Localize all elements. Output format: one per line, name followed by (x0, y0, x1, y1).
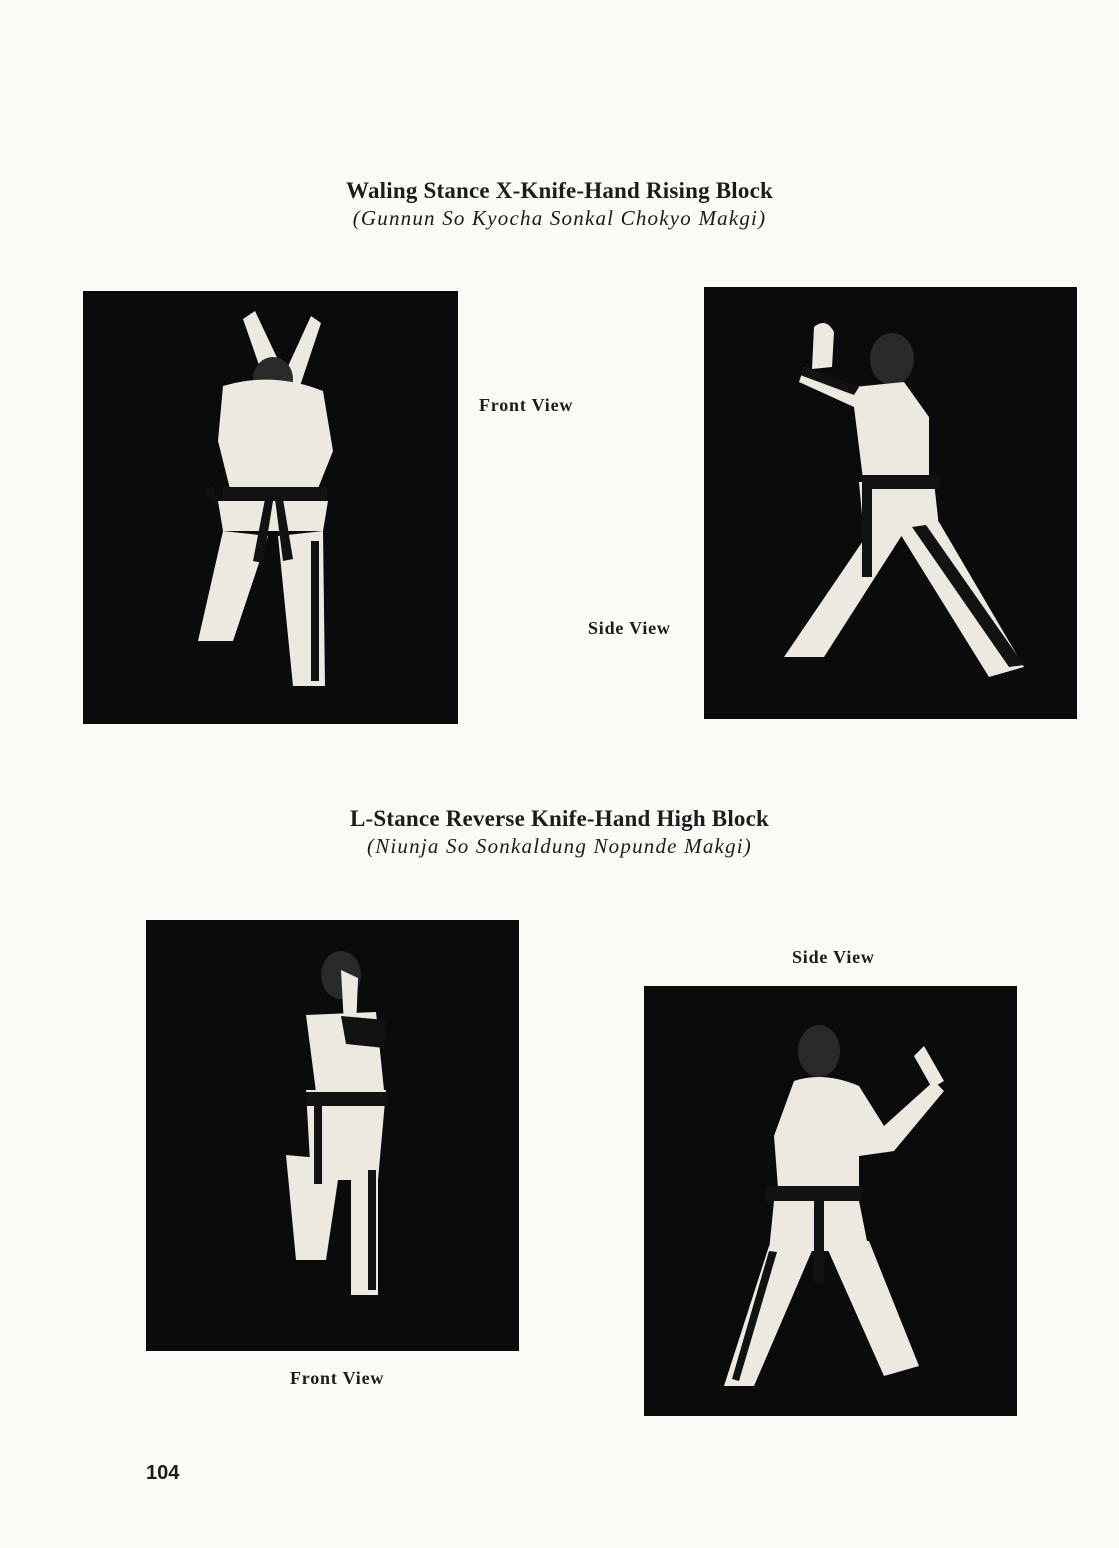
section-subtitle: (Niunja So Sonkaldung Nopunde Makgi) (367, 834, 752, 858)
section-heading-x-block (0, 178, 1119, 231)
caption-front-view: Front View (290, 1368, 385, 1388)
section-title: L-Stance Reverse Knife-Hand High Block (349, 806, 770, 831)
caption-side-view: Side View (792, 947, 875, 967)
section-subtitle: (Gunnun So Kyocha Sonkal Chokyo Makgi) (352, 206, 767, 230)
section-heading-l-stance (0, 806, 1119, 859)
caption-front-view: Front View (479, 395, 574, 415)
photo-x-block-front (83, 291, 458, 724)
martial-artist-x-block-side-photo (704, 287, 1077, 719)
martial-artist-l-stance-front-photo (146, 920, 519, 1351)
martial-artist-x-block-front-photo (83, 291, 458, 724)
photo-x-block-side (704, 287, 1077, 719)
caption-side-view: Side View (588, 618, 671, 638)
photo-l-stance-side (644, 986, 1017, 1416)
section-title: Waling Stance X-Knife-Hand Rising Block (346, 178, 773, 203)
martial-artist-l-stance-side-photo (644, 986, 1017, 1416)
page-number: 104 (146, 1462, 180, 1484)
photo-l-stance-front (146, 920, 519, 1351)
